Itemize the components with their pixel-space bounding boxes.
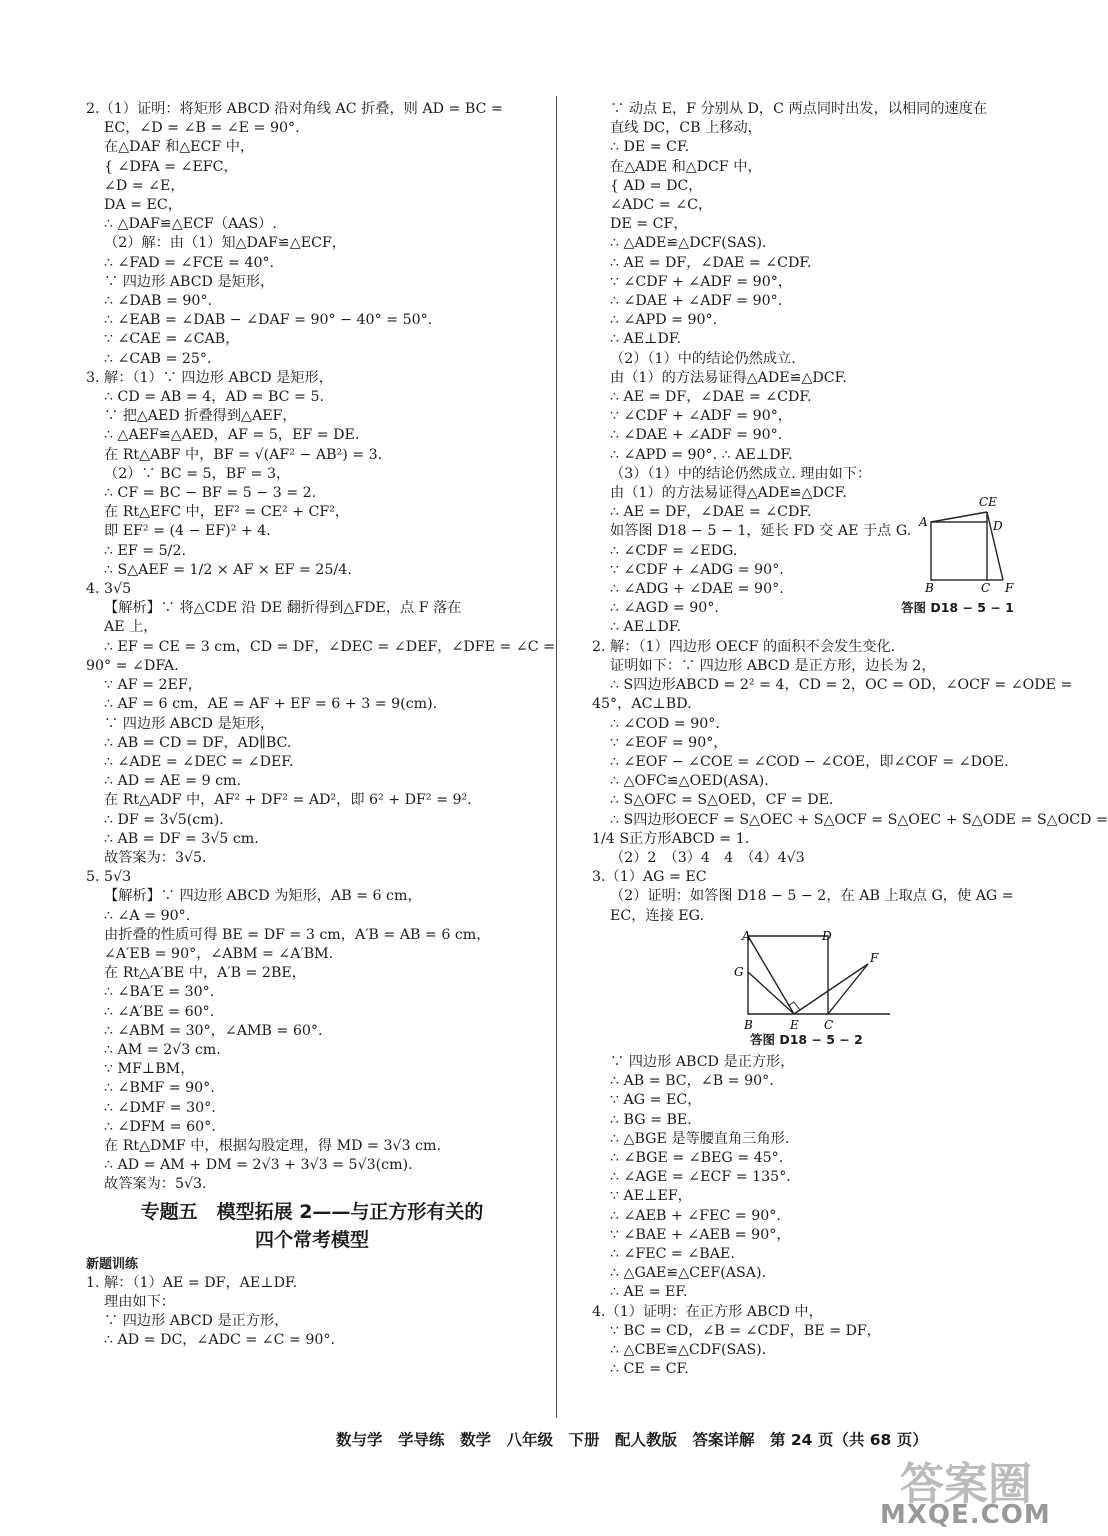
left-column-line: ∴ EF = 5/2.	[104, 542, 186, 559]
column-divider	[556, 96, 557, 1418]
left-tail-line: ∴ AD = DC，∠ADC = ∠C = 90°.	[104, 1332, 336, 1349]
right-column-a-line: ∴ AE = DF，∠DAE = ∠CDF.	[610, 254, 812, 271]
right-column-b-line: ∴ △BGE 是等腰直角三角形.	[610, 1130, 790, 1147]
fig2-label-f: F	[870, 950, 879, 965]
right-column-b-line: ∴ CE = CF.	[610, 1361, 689, 1378]
left-column-line: ∴ ∠EAB = ∠DAB − ∠DAF = 90° − 40° = 50°.	[104, 312, 433, 329]
right-column-a-line: ∴ AE⊥DF.	[610, 331, 681, 348]
right-column-a-line: ∴ S四边形OECF = S△OEC + S△OCF = S△OEC + S△ODE = S△OCD =	[610, 811, 1108, 828]
right-column-a-line: { AD = DC，	[610, 177, 703, 194]
right-column-a-line: ∵ ∠CDF + ∠ADF = 90°，	[610, 273, 792, 290]
right-column-b-line: ∴ ∠AGE = ∠ECF = 135°.	[610, 1169, 791, 1186]
left-column-line: （2）∵ BC = 5，BF = 3，	[104, 465, 291, 482]
left-column-line: DA = EC，	[104, 197, 182, 214]
right-column-a-line: ∴ ∠APD = 90°.	[610, 312, 718, 329]
right-column-a-line: ∴ ∠ADG + ∠DAE = 90°.	[610, 581, 784, 598]
left-column-line: ∠D = ∠E，	[104, 177, 185, 194]
left-column-line: ∴ ∠A = 90°.	[104, 907, 191, 924]
fig2-label-g: G	[734, 964, 744, 979]
fig1-label-a: A	[919, 515, 928, 529]
right-column-b-line: ∴ ∠AEB + ∠FEC = 90°.	[610, 1207, 781, 1224]
left-tail-line: ∵ 四边形 ABCD 是正方形，	[104, 1313, 289, 1330]
left-column-line: EC，∠D = ∠B = ∠E = 90°.	[104, 120, 300, 137]
figure-d18-5-2	[592, 930, 1022, 1049]
fig1-label-c: C	[981, 581, 991, 595]
fig1-label-f: F	[1005, 581, 1014, 595]
right-column-a-line: ∴ △OFC≌△OED(ASA).	[610, 773, 769, 790]
left-column	[86, 100, 555, 1351]
right-column-a-line: （2）2 （3）4 4 （4）4√3	[610, 849, 805, 866]
right-column-a-line: ∴ ∠APD = 90°. ∴ AE⊥DF.	[610, 446, 793, 463]
left-column-line: ∴ ∠DFM = 60°.	[104, 1118, 216, 1135]
right-column-a-line: ∴ AE = DF，∠DAE = ∠CDF.	[610, 389, 812, 406]
right-column-a-line: 2. 解：（1）四边形 OECF 的面积不会发生变化.	[592, 638, 896, 655]
right-column-a-line: ∠ADC = ∠C，	[610, 197, 713, 214]
right-column-a-line: DE = CF，	[610, 216, 688, 233]
right-column-a-line: 证明如下：∵ 四边形 ABCD 是正方形，边长为 2，	[610, 657, 936, 674]
sub-heading: 新题训练	[86, 1256, 139, 1272]
right-column-a-line: ∴ ∠DAE + ∠ADF = 90°.	[610, 427, 783, 444]
left-column-line: ∵ 四边形 ABCD 是矩形，	[104, 715, 275, 732]
right-column-b-line: ∵ ∠BAE + ∠AEB = 90°，	[610, 1226, 791, 1243]
left-column-line: ∴ AD = AM + DM = 2√3 + 3√3 = 5√3(cm).	[104, 1157, 413, 1174]
left-column-line: 由折叠的性质可得 BE = DF = 3 cm，A′B = AB = 6 cm，	[104, 926, 491, 943]
right-column-a-line: ∴ AE⊥DF.	[610, 619, 681, 636]
left-column-line: AE 上，	[104, 619, 158, 636]
left-column-line: ∴ ∠BMF = 90°.	[104, 1080, 215, 1097]
right-column-a-line: ∵ 动点 E，F 分别从 D，C 两点同时出发，以相同的速度在	[610, 101, 988, 117]
left-column-line: ∴ ∠FAD = ∠FCE = 40°.	[104, 254, 275, 271]
left-column-line: 2.（1）证明：将矩形 ABCD 沿对角线 AC 折叠，则 AD = BC =	[86, 101, 503, 117]
left-column-line: 故答案为：5√3.	[104, 1176, 207, 1193]
left-column-line: ∴ ∠DAB = 90°.	[104, 293, 213, 310]
left-column-line: ∴ DF = 3√5(cm).	[104, 811, 224, 828]
watermark-url: MXQE.COM	[880, 1500, 1051, 1530]
right-column-a-line: 在△ADE 和△DCF 中，	[610, 158, 762, 175]
right-column	[592, 100, 1108, 1379]
right-column-a-line: ∴ ∠AGD = 90°.	[610, 600, 719, 617]
left-column-line: ∴ CD = AB = 4，AD = BC = 5.	[104, 389, 324, 406]
fig2-label-e: E	[790, 1017, 799, 1032]
right-column-a-line: （2）（1）中的结论仍然成立.	[610, 350, 796, 367]
right-column-b-line: ∴ AB = BC，∠B = 90°.	[610, 1073, 774, 1090]
right-column-b-line: ∵ AG = EC，	[610, 1092, 702, 1109]
left-column-line: ∴ ∠ADE = ∠DEC = ∠DEF.	[104, 753, 294, 770]
left-column-line: 5. 5√3	[86, 869, 132, 886]
right-column-a-line: ∴ ∠CDF = ∠EDG.	[610, 542, 738, 559]
left-tail-lines	[86, 1274, 538, 1351]
right-column-a-line: 由（1）的方法易证得△ADE≌△DCF.	[610, 369, 847, 386]
right-column-a-line: ∵ ∠EOF = 90°，	[610, 734, 728, 751]
right-column-a-line: 如答图 D18 − 5 − 1，延长 FD 交 AE 于点 G.	[610, 523, 912, 540]
left-column-line: ∴ AF = 6 cm，AE = AF + EF = 6 + 3 = 9(cm).	[104, 696, 438, 713]
section-title-line-1: 专题五 模型拓展 2——与正方形有关的	[140, 1200, 484, 1223]
left-column-line: 在 Rt△A′BE 中，A′B = 2BE，	[104, 965, 306, 982]
left-column-lines	[86, 100, 555, 1195]
left-column-line: ∴ CF = BC − BF = 5 − 3 = 2.	[104, 485, 317, 502]
right-column-a-line: ∴ △ADE≌△DCF(SAS).	[610, 235, 767, 252]
right-column-b-line: ∴ ∠BGE = ∠BEG = 45°.	[610, 1149, 784, 1166]
right-column-a-line: 45°，AC⊥BD.	[592, 696, 692, 713]
right-column-a-line: 1/4 S正方形ABCD = 1.	[592, 830, 750, 847]
right-column-a-line: 3.（1）AG = EC	[592, 869, 707, 886]
right-column-b-line: ∴ △GAE≌△CEF(ASA).	[610, 1265, 767, 1282]
left-column-line: ∴ AB = DF = 3√5 cm.	[104, 830, 259, 847]
left-column-line: 在 Rt△EFC 中，EF² = CE² + CF²，	[104, 504, 350, 521]
left-column-line: 在△DAF 和△ECF 中，	[104, 139, 255, 156]
right-column-b-line: ∴ AE = EF.	[610, 1284, 688, 1301]
right-column-a-line: ∴ DE = CF.	[610, 139, 690, 156]
left-column-line: 故答案为：3√5.	[104, 849, 207, 866]
fig1-label-ce: CE	[979, 495, 997, 509]
left-column-line: ∴ AD = AE = 9 cm.	[104, 773, 242, 790]
left-column-line: 【解析】∵ 将△CDE 沿 DE 翻折得到△FDE，点 F 落在	[104, 600, 462, 617]
right-column-b-line: ∵ BC = CD，∠B = ∠CDF，BE = DF，	[610, 1322, 881, 1339]
left-column-line: ∵ ∠CAE = ∠CAB，	[104, 331, 240, 348]
right-column-b-line: ∴ ∠FEC = ∠BAE.	[610, 1245, 735, 1262]
left-tail-line: 理由如下：	[104, 1293, 175, 1310]
left-column-line: （2）解：由（1）知△DAF≌△ECF，	[104, 235, 346, 252]
left-column-line: ∴ ∠CAB = 25°.	[104, 350, 212, 367]
left-column-line: ∵ MF⊥BM，	[104, 1061, 195, 1078]
left-column-line: ∴ △DAF≌△ECF（AAS）.	[104, 216, 277, 233]
left-column-line: ∵ AF = 2EF，	[104, 677, 202, 694]
fig1-label-d: D	[993, 519, 1003, 533]
left-column-line: ∴ ∠BA′E = 30°.	[104, 984, 215, 1001]
right-column-a-line: 直线 DC，CB 上移动，	[610, 120, 762, 137]
left-column-line: ∠A′EB = 90°，∠ABM = ∠A′BM.	[104, 945, 334, 962]
left-column-line: 4. 3√5	[86, 581, 132, 598]
left-column-line: 即 EF² = (4 − EF)² + 4.	[104, 523, 271, 540]
figure-d18-5-2-svg	[732, 930, 892, 1030]
fig2-label-d: D	[822, 928, 832, 943]
left-column-line: ∴ AM = 2√3 cm.	[104, 1041, 221, 1058]
right-column-b-line: ∴ △CBE≌△CDF(SAS).	[610, 1341, 767, 1358]
fig2-label-b: B	[744, 1017, 753, 1032]
right-column-b-line: 4.（1）证明：在正方形 ABCD 中，	[592, 1303, 823, 1320]
left-column-line: 在 Rt△ADF 中，AF² + DF² = AD²，即 6² + DF² = 9².	[104, 792, 472, 809]
right-column-a-line: ∴ ∠COD = 90°.	[610, 715, 720, 732]
right-column-a-line: （3）（1）中的结论仍然成立. 理由如下：	[610, 465, 872, 482]
left-column-line: 【解析】∵ 四边形 ABCD 为矩形，AB = 6 cm，	[104, 888, 422, 905]
figure-d18-5-1-svg	[917, 492, 1029, 595]
right-column-a-line: ∴ S四边形ABCD = 2² = 4，CD = 2，OC = OD，∠OCF = ∠ODE =	[610, 677, 1073, 694]
fig2-label-a: A	[742, 928, 751, 943]
section-title-line-2: 四个常考模型	[254, 1228, 369, 1251]
left-column-line: ∴ ∠DMF = 30°.	[104, 1099, 216, 1116]
right-column-a-line: 由（1）的方法易证得△ADE≌△DCF.	[610, 485, 847, 502]
left-column-line: 3. 解：（1）∵ 四边形 ABCD 是矩形，	[86, 369, 333, 386]
right-column-b-line: ∴ BG = BE.	[610, 1111, 692, 1128]
figure-d18-5-1-caption: 答图 D18 − 5 − 1	[901, 600, 1014, 616]
figure-d18-5-1	[901, 492, 1029, 617]
right-column-a-line: EC，连接 EG.	[610, 907, 704, 924]
left-column-line: ∴ S△AEF = 1/2 × AF × EF = 25/4.	[104, 561, 352, 578]
right-column-a-line: ∵ ∠CDF + ∠ADF = 90°，	[610, 408, 792, 425]
right-column-a-line: ∴ ∠DAE + ∠ADF = 90°.	[610, 293, 783, 310]
left-column-line: ∵ 四边形 ABCD 是矩形，	[104, 273, 275, 290]
right-column-b-line: ∵ 四边形 ABCD 是正方形，	[610, 1053, 795, 1070]
left-column-line: 90° = ∠DFA.	[86, 657, 179, 674]
left-column-line: ∴ ∠ABM = 30°，∠AMB = 60°.	[104, 1022, 323, 1039]
right-column-a-line: ∴ ∠EOF − ∠COE = ∠COD − ∠COE，即∠COF = ∠DOE.	[610, 753, 1009, 770]
left-column-line: ∴ EF = CE = 3 cm，CD = DF，∠DEC = ∠DEF，∠DFE = ∠C =	[104, 638, 555, 655]
page-footer: 数与学 学导练 数学 八年级 下册 配人教版 答案详解 第 24 页（共 68 页）	[336, 1431, 928, 1449]
right-column-a-line: ∵ ∠CDF + ∠ADG = 90°.	[610, 561, 784, 578]
fig1-label-b: B	[925, 581, 934, 595]
figure-d18-5-2-caption: 答图 D18 − 5 − 2	[750, 1031, 863, 1047]
right-column-lines-b	[592, 1053, 1022, 1379]
right-column-a-line: ∴ AE = DF，∠DAE = ∠CDF.	[610, 504, 812, 521]
left-column-line: ∵ 把△AED 折叠得到△AEF，	[104, 408, 297, 425]
fig2-label-c: C	[824, 1017, 834, 1032]
left-column-line: ∴ AB = CD = DF，AD∥BC.	[104, 734, 292, 751]
left-column-line: 在 Rt△DMF 中，根据勾股定理，得 MD = 3√3 cm.	[104, 1137, 441, 1154]
left-column-line: { ∠DFA = ∠EFC，	[104, 158, 238, 175]
left-column-line: ∴ △AEF≌△AED，AF = 5，EF = DE.	[104, 427, 360, 444]
right-column-a-line: （2）证明：如答图 D18 − 5 − 2，在 AB 上取点 G，使 AG =	[610, 888, 1014, 905]
left-tail-line: 1. 解：（1）AE = DF，AE⊥DF.	[86, 1274, 298, 1291]
left-column-line: 在 Rt△ABF 中，BF = √(AF² − AB²) = 3.	[104, 446, 383, 463]
left-column-line: ∴ ∠A′BE = 60°.	[104, 1003, 215, 1020]
right-column-b-line: ∵ AE⊥EF，	[610, 1188, 692, 1205]
watermark-logo: 答案圈	[900, 1459, 1032, 1510]
right-column-a-line: ∴ S△OFC = S△OED，CF = DE.	[610, 792, 834, 809]
